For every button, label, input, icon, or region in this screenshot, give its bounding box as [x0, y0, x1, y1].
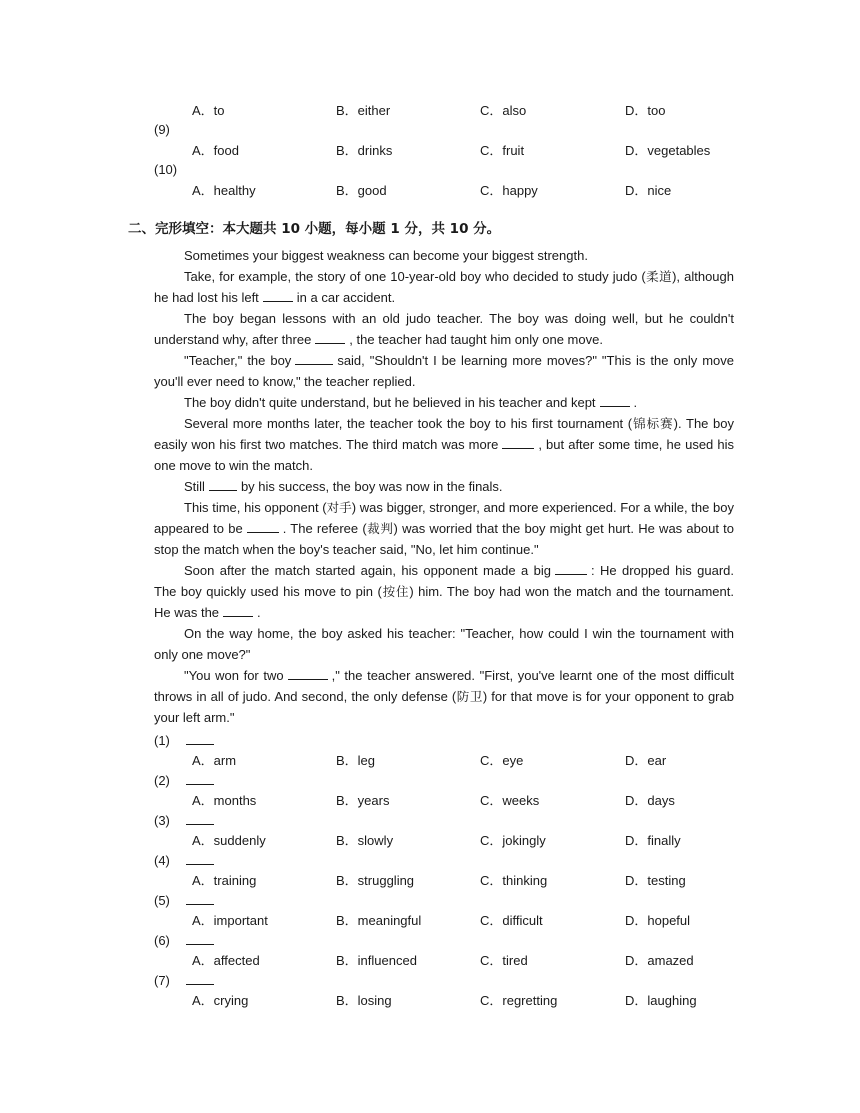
option-a: A．suddenly — [192, 833, 266, 848]
blank-8 — [555, 561, 587, 575]
blank-10 — [288, 666, 328, 680]
paragraph: Sometimes your biggest weakness can become your biggest strength. — [184, 248, 588, 263]
option-row-3 — [192, 831, 752, 851]
option-row-7 — [192, 991, 752, 1011]
paragraph: The boy didn't quite understand, but he believed in his teacher and kept . — [184, 395, 638, 410]
option-b: B．slowly — [336, 833, 394, 848]
option-b: B．drinks — [336, 143, 393, 158]
option-a: A．months — [192, 793, 257, 808]
option-d: D．laughing — [625, 993, 697, 1008]
option-row-4 — [192, 871, 752, 891]
option-row-8 — [192, 101, 752, 121]
option-c: C．difficult — [480, 913, 543, 928]
option-a: A．crying — [192, 993, 249, 1008]
cloze-passage — [154, 245, 734, 728]
option-b: B．influenced — [336, 953, 417, 968]
option-b: B．leg — [336, 753, 376, 768]
option-d: D．amazed — [625, 953, 694, 968]
option-d: D．days — [625, 793, 675, 808]
blank-9 — [223, 603, 253, 617]
paragraph: "You won for two ," the teacher answered. "First, you've learnt one of the most difficult throws in all of judo. And second, the only defense (防卫) for that move is for your opponent to grab your left arm." — [154, 668, 734, 725]
option-row-6 — [192, 951, 752, 971]
blank-1 — [263, 288, 293, 302]
blank-5 — [502, 435, 534, 449]
paragraph: Soon after the match started again, his opponent made a big : He dropped his guard. The boy quickly used his move to pin (按住) him. The boy had won the match and the tournament. He was the . — [154, 563, 734, 620]
option-b: B．meaningful — [336, 913, 422, 928]
answer-blank — [186, 731, 214, 745]
option-a: A．arm — [192, 753, 237, 768]
blank-4 — [600, 393, 630, 407]
option-c: C．regretting — [480, 993, 558, 1008]
option-d: D．nice — [625, 183, 672, 198]
option-c: C．thinking — [480, 873, 548, 888]
question-number: (1) — [154, 731, 214, 751]
option-a: A．affected — [192, 953, 260, 968]
option-c: C．also — [480, 103, 527, 118]
option-a: A．to — [192, 103, 225, 118]
option-c: C．tired — [480, 953, 528, 968]
question-number: (7) — [154, 971, 214, 991]
option-d: D．finally — [625, 833, 681, 848]
option-b: B．good — [336, 183, 387, 198]
option-d: D．vegetables — [625, 143, 711, 158]
option-d: D．testing — [625, 873, 686, 888]
option-b: B．years — [336, 793, 390, 808]
question-number: (6) — [154, 931, 214, 951]
blank-3 — [295, 351, 333, 365]
option-c: C．happy — [480, 183, 538, 198]
paragraph: The boy began lessons with an old judo teacher. The boy was doing well, but he couldn't understand why, after three , the teacher had taught him only one move. — [154, 311, 734, 347]
paragraph: On the way home, the boy asked his teacher: "Teacher, how could I win the tournament with only one move?" — [154, 626, 734, 662]
paragraph: This time, his opponent (对手) was bigger, stronger, and more experienced. For a while, the boy appeared to be . The referee (裁判) was worried that the boy might get hurt. He was about to stop the match when the boy's teacher said, "No, let him continue." — [154, 500, 734, 557]
option-d: D．hopeful — [625, 913, 691, 928]
option-b: B．struggling — [336, 873, 415, 888]
option-d: D．ear — [625, 753, 667, 768]
section-title: 二、完形填空：本大题共 10 小题，每小题 1 分，共 10 分。 — [128, 221, 501, 237]
blank-6 — [209, 477, 237, 491]
question-number-9: (9) — [154, 122, 170, 137]
question-number-10: (10) — [154, 162, 178, 177]
option-row-2 — [192, 791, 752, 811]
paragraph: "Teacher," the boy said, "Shouldn't I be learning more moves?" "This is the only move you'll ever need to know," the teacher replied. — [154, 353, 734, 389]
question-number: (3) — [154, 811, 214, 831]
option-c: C．eye — [480, 753, 524, 768]
option-a: A．food — [192, 143, 239, 158]
question-number: (4) — [154, 851, 214, 871]
answer-blank — [186, 931, 214, 945]
option-c: C．fruit — [480, 143, 525, 158]
paragraph: Still by his success, the boy was now in the finals. — [184, 479, 503, 494]
option-row-10 — [192, 181, 752, 201]
option-row-9 — [192, 141, 752, 161]
option-a: A．training — [192, 873, 257, 888]
answer-blank — [186, 811, 214, 825]
blank-2 — [315, 330, 345, 344]
option-b: B．either — [336, 103, 391, 118]
option-a: A．important — [192, 913, 268, 928]
answer-blank — [186, 851, 214, 865]
question-number: (5) — [154, 891, 214, 911]
option-row-1 — [192, 751, 752, 771]
paragraph: Take, for example, the story of one 10-year-old boy who decided to study judo (柔道), although he had lost his left in a car accident. — [154, 269, 734, 305]
option-row-5 — [192, 911, 752, 931]
answer-blank — [186, 771, 214, 785]
option-d: D．too — [625, 103, 666, 118]
option-a: A．healthy — [192, 183, 256, 198]
option-b: B．losing — [336, 993, 392, 1008]
answer-blank — [186, 891, 214, 905]
paragraph: Several more months later, the teacher took the boy to his first tournament (锦标赛). The boy easily won his first two matches. The third match was more , but after some time, he used his one move to win the match. — [154, 416, 735, 473]
option-c: C．weeks — [480, 793, 540, 808]
option-c: C．jokingly — [480, 833, 546, 848]
blank-7 — [247, 519, 279, 533]
question-number: (2) — [154, 771, 214, 791]
answer-blank — [186, 971, 214, 985]
